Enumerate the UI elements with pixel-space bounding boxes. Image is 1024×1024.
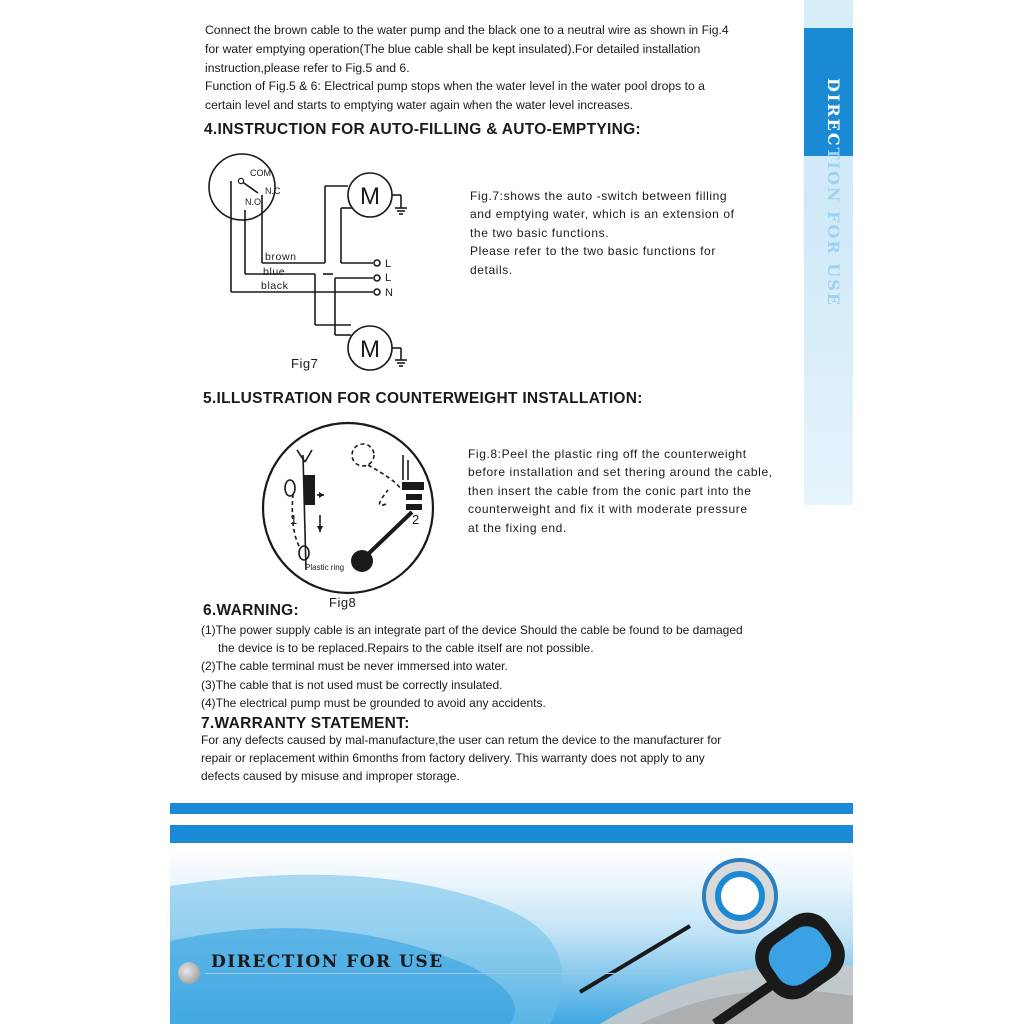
warning-item: (4)The electrical pump must be grounded to avoid any accidents. bbox=[201, 696, 546, 710]
float-switch-image bbox=[170, 846, 853, 1024]
intro-line: Connect the brown cable to the water pump and the black one to a neutral wire as shown in Fig.4 bbox=[205, 23, 729, 37]
warranty-line: repair or replacement within 6months from factory delivery. This warranty does not apply to any bbox=[201, 751, 705, 765]
step2-label: 2 bbox=[412, 512, 420, 527]
motor-top-label: M bbox=[360, 183, 380, 210]
intro-line: for water emptying operation(The blue cable shall be kept insulated).For detailed installation bbox=[205, 42, 701, 56]
warranty-line: For any defects caused by mal-manufacture,the user can retum the device to the manufacturer for bbox=[201, 733, 722, 747]
motor-bottom-label: M bbox=[360, 336, 380, 363]
plastic-ring-label: Plastic ring bbox=[305, 563, 345, 572]
intro-line: instruction,please refer to Fig.5 and 6. bbox=[205, 61, 410, 75]
fig7-desc-line: details. bbox=[470, 263, 513, 277]
fig7-desc-line: Please refer to the two basic functions for bbox=[470, 244, 716, 258]
divider-band bbox=[170, 803, 853, 814]
intro-line: Function of Fig.5 & 6: Electrical pump stops when the water level in the water pool drops to a bbox=[205, 79, 705, 93]
section7-heading: 7.WARRANTY STATEMENT: bbox=[201, 715, 410, 732]
com-label: COM bbox=[250, 168, 271, 178]
section4-heading: 4.INSTRUCTION FOR AUTO-FILLING & AUTO-EMPTYING: bbox=[204, 121, 641, 138]
terminal-n-label: N bbox=[385, 287, 393, 299]
no-label: N.O bbox=[245, 197, 262, 207]
blue-label: blue bbox=[263, 266, 286, 278]
fig7-desc-line: the two basic functions. bbox=[470, 226, 610, 240]
warning-item: (1)The power supply cable is an integrate part of the device Should the cable be found to be damaged bbox=[201, 623, 743, 637]
footer-title: DIRECTION FOR USE bbox=[211, 952, 444, 972]
warning-item: (2)The cable terminal must be never immersed into water. bbox=[201, 659, 508, 673]
section6-heading: 6.WARNING: bbox=[203, 602, 299, 619]
terminal-l1-label: L bbox=[385, 258, 392, 270]
fig8-desc-line: before installation and set thering around the cable, bbox=[468, 465, 773, 479]
divider-band bbox=[170, 825, 853, 843]
fig8-caption: Fig8 bbox=[329, 595, 357, 610]
nc-label: N.C bbox=[265, 186, 281, 196]
warning-item: the device is to be replaced.Repairs to the cable itself are not possible. bbox=[218, 641, 594, 655]
fig8-desc-line: then insert the cable from the conic part into the bbox=[468, 484, 752, 498]
footer-underline bbox=[205, 973, 665, 974]
footer-bullet-icon bbox=[178, 962, 200, 984]
fig8-desc-line: counterweight and fix it with moderate pressure bbox=[468, 502, 748, 516]
black-label: black bbox=[261, 280, 289, 292]
side-banner-text: DIRECTION FOR USE bbox=[824, 78, 843, 307]
fig7-desc-line: Fig.7:shows the auto -switch between filling bbox=[470, 189, 728, 203]
warning-item: (3)The cable that is not used must be correctly insulated. bbox=[201, 678, 503, 692]
intro-line: certain level and starts to emptying water again when the water level increases. bbox=[205, 98, 634, 112]
terminal-l2-label: L bbox=[385, 272, 392, 284]
fig7-wiring-diagram bbox=[205, 150, 425, 375]
footer-banner bbox=[170, 846, 853, 1024]
step1-label: 1 bbox=[290, 512, 298, 527]
fig8-desc-line: Fig.8:Peel the plastic ring off the counterweight bbox=[468, 447, 747, 461]
fig8-desc-line: at the fixing end. bbox=[468, 521, 567, 535]
warranty-line: defects caused by misuse and improper storage. bbox=[201, 769, 460, 783]
brown-label: brown bbox=[265, 251, 297, 263]
section5-heading: 5.ILLUSTRATION FOR COUNTERWEIGHT INSTALLATION: bbox=[203, 390, 643, 407]
fig7-caption: Fig7 bbox=[291, 356, 319, 371]
fig7-desc-line: and emptying water, which is an extension of bbox=[470, 207, 735, 221]
fig8-counterweight-diagram bbox=[260, 420, 436, 596]
